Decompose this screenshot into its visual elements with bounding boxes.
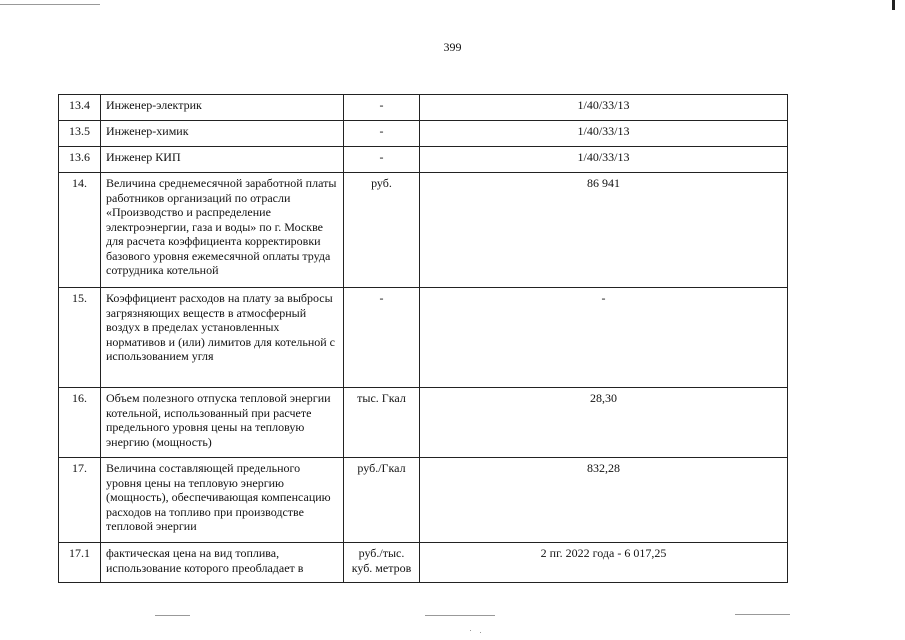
scan-artifact <box>480 632 481 633</box>
row-name: Инженер-электрик <box>101 95 344 121</box>
row-value: 1/40/33/13 <box>420 147 788 173</box>
row-unit: руб. <box>344 173 420 288</box>
row-unit: - <box>344 147 420 173</box>
row-name: Коэффициент расходов на плату за выбросы загрязняющих веществ в атмосферный воздух в пределах установленных нормативов и (или) лимитов для котельной с использованием угля <box>101 288 344 388</box>
row-number: 14. <box>59 173 101 288</box>
row-value: 832,28 <box>420 458 788 543</box>
scan-artifact <box>735 614 790 615</box>
table-row <box>59 543 788 583</box>
row-number: 16. <box>59 388 101 458</box>
scan-artifact <box>892 0 895 10</box>
scan-artifact <box>155 615 190 616</box>
table-row <box>59 458 788 543</box>
row-unit: руб./тыс. куб. метров <box>344 543 420 583</box>
row-number: 17.1 <box>59 543 101 583</box>
scan-artifact <box>425 615 495 616</box>
row-name: Инженер КИП <box>101 147 344 173</box>
table-row <box>59 147 788 173</box>
scan-artifact <box>0 4 100 5</box>
row-value: 2 пг. 2022 года - 6 017,25 <box>420 543 788 583</box>
tariff-table <box>58 94 788 583</box>
table-row <box>59 95 788 121</box>
row-number: 15. <box>59 288 101 388</box>
page-number: 399 <box>443 40 462 54</box>
row-unit: руб./Гкал <box>344 458 420 543</box>
row-name: Объем полезного отпуска тепловой энергии котельной, использованный при расчете предельного уровня цены на тепловую энергию (мощность) <box>101 388 344 458</box>
row-name: Величина среднемесячной заработной платы работников организаций по отрасли «Производство и распределение электроэнергии, газа и воды» по г. Москве для расчета коэффициента корректировки базового уровня ежемесячной оплаты труда сотрудника котельной <box>101 173 344 288</box>
row-value: 86 941 <box>420 173 788 288</box>
row-unit: - <box>344 121 420 147</box>
row-value: 1/40/33/13 <box>420 95 788 121</box>
row-unit: тыс. Гкал <box>344 388 420 458</box>
row-name: Величина составляющей предельного уровня цены на тепловую энергию (мощность), обеспечивающая компенсацию расходов на топливо при производстве тепловой энергии <box>101 458 344 543</box>
table-row <box>59 173 788 288</box>
row-name: Инженер-химик <box>101 121 344 147</box>
row-number: 17. <box>59 458 101 543</box>
row-unit: - <box>344 288 420 388</box>
row-unit: - <box>344 95 420 121</box>
row-number: 13.5 <box>59 121 101 147</box>
row-value: 1/40/33/13 <box>420 121 788 147</box>
row-value: - <box>420 288 788 388</box>
row-value: 28,30 <box>420 388 788 458</box>
scan-artifact <box>470 630 471 631</box>
row-number: 13.6 <box>59 147 101 173</box>
table-row <box>59 288 788 388</box>
row-name: фактическая цена на вид топлива, использование которого преобладает в <box>101 543 344 583</box>
table-row <box>59 388 788 458</box>
table-row <box>59 121 788 147</box>
row-number: 13.4 <box>59 95 101 121</box>
